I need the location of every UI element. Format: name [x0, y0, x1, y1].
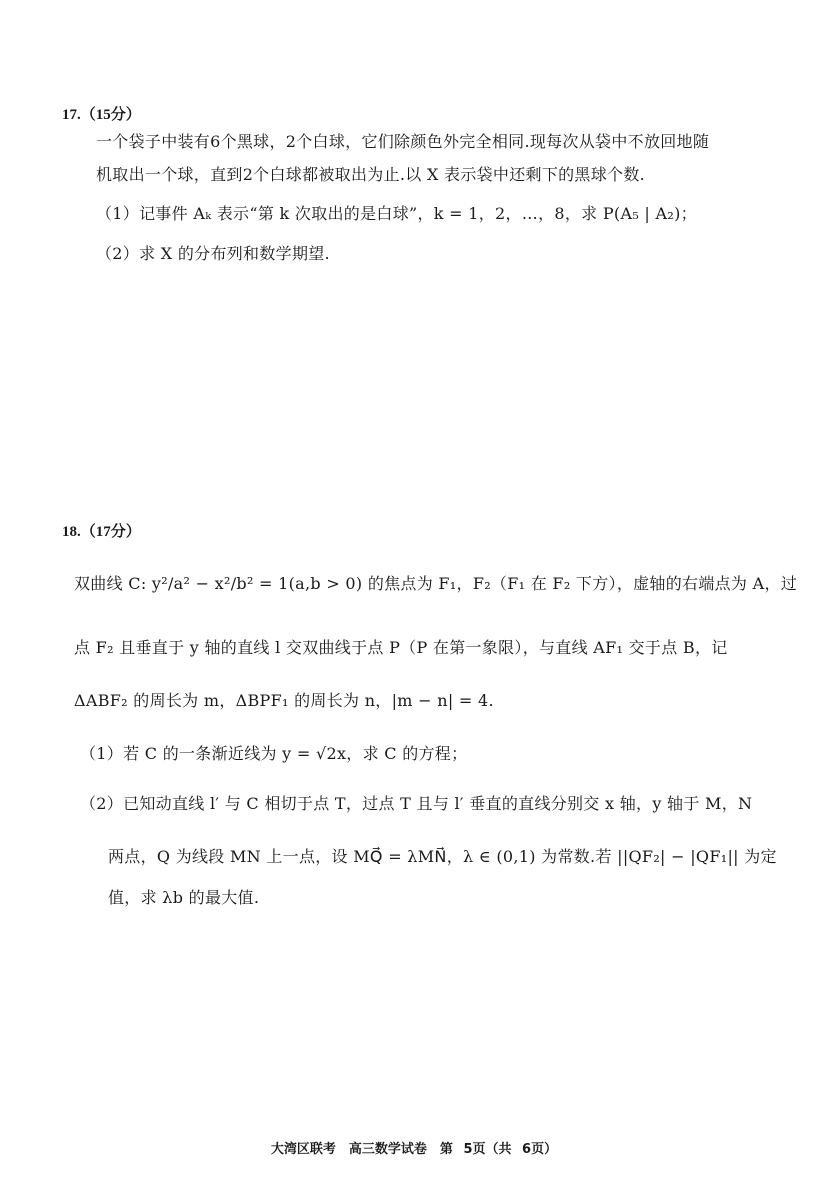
q18-line1: 双曲线 C: y²/a² − x²/b² = 1(a,b > 0) 的焦点为 F₁，F₂（F₁ 在 F₂ 下方），虚轴的右端点为 A，过 — [74, 574, 798, 593]
q18-part1: （1）若 C 的一条渐近线为 y = √2x，求 C 的方程； — [80, 744, 468, 763]
q18-part2-line1: （2）已知动直线 l′ 与 C 相切于点 T，过点 T 且与 l′ 垂直的直线分别交 x 轴，y 轴于 M，N — [80, 794, 753, 813]
q18-line3: ΔABF₂ 的周长为 m，ΔBPF₁ 的周长为 n，|m − n| = 4. — [74, 691, 494, 710]
q17-line1: 一个袋子中装有6个黑球，2个白球，它们除颜色外完全相同.现每次从袋中不放回地随 — [96, 132, 710, 151]
q18-line2: 点 F₂ 且垂直于 y 轴的直线 l 交双曲线于点 P（P 在第一象限），与直线 AF₁ 交于点 B，记 — [74, 638, 728, 657]
q18-part2-line2: 两点，Q 为线段 MN 上一点，设 MQ⃗ = λMN⃗，λ ∈ (0,1) 为常数.若 ||QF₂| − |QF₁|| 为定 — [108, 847, 777, 866]
q17-part1: （1）记事件 Aₖ 表示“第 k 次取出的是白球”，k = 1，2，…，8，求 P(A₅ | A₂)； — [96, 204, 697, 223]
q17-line2: 机取出一个球，直到2个白球都被取出为止.以 X 表示袋中还剩下的黑球个数. — [96, 165, 646, 184]
q18-header: 18.（17分） — [62, 524, 141, 540]
q18-part2-line3: 值，求 λb 的最大值. — [108, 888, 260, 907]
q17-header: 17.（15分） — [62, 107, 141, 123]
page-footer: 大湾区联考 高三数学试卷 第 5页（共 6页） — [270, 1142, 558, 1157]
q17-part2: （2）求 X 的分布列和数学期望. — [96, 244, 330, 263]
